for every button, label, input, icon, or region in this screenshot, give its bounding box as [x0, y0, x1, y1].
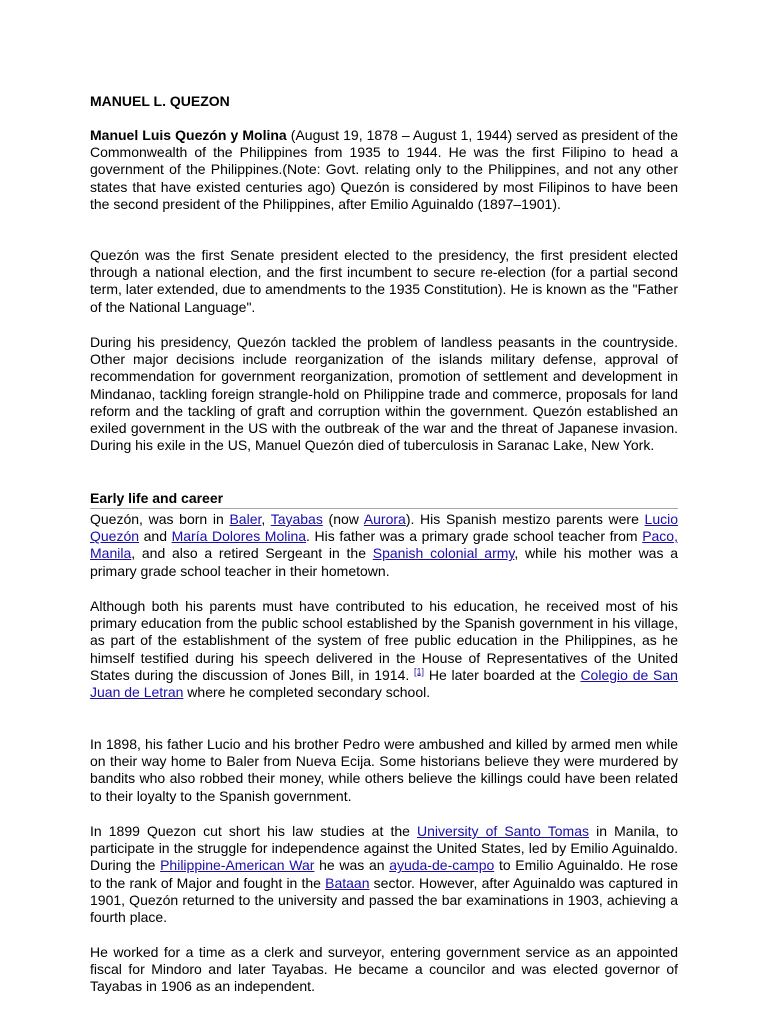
link-lucio-quezon[interactable]: Lucio Quezón [90, 511, 679, 545]
link-colegio-de-san-juan-de-letran[interactable]: Colegio de San Juan de Letran [90, 666, 678, 701]
link-tayabas[interactable]: Tayabas [270, 511, 323, 527]
text-run: ). His Spanish mestizo parents were [405, 511, 645, 527]
paragraph-1899 [90, 823, 678, 926]
presidency-text: Quezón was the first Senate president elected to the presidency, the first president elected through a national election, and the first incumbent to secure re-election (for a partial second term, later extended, due to amendments to the 1935 Constitution). He is known as the "Father of the National Language". [90, 247, 678, 315]
link-spanish-colonial-army[interactable]: Spanish colonial army [372, 545, 515, 562]
early-life-paragraph [90, 511, 678, 580]
link-paco-manila[interactable]: Paco, Manila [90, 528, 678, 562]
section-heading-early-life: Early life and career [90, 490, 224, 506]
text-run: where he completed secondary school. [183, 684, 431, 701]
paragraph-1898 [90, 736, 678, 805]
text-run: Quezón, was born in [90, 511, 230, 527]
text-run: and [139, 528, 172, 545]
text-run: He later boarded at the [424, 666, 581, 683]
document-title: MANUEL L. QUEZON [90, 93, 230, 109]
text-run: , while his mother was a primary grade school teacher in their hometown. [90, 545, 678, 579]
text-run: . His father was a primary grade school teacher from [306, 528, 643, 545]
text-run: , [261, 511, 271, 527]
decisions-text: During his presidency, Quezón tackled the problem of landless peasants in the countryside. Other major decisions include reorganization of the islands military defense, approval of recommendation for government reorganization, promotion of settlement and development in Mindanao, tackling foreign strangle-hold on Philippine trade and commerce, proposals for land reform and the tackling of graft and corruption within the government. Quezón established an exiled government in the US with the outbreak of the war and the threat of Japanese invasion. During his exile in the US, Manuel Quezón died of tuberculosis in Saranac Lake, New York. [90, 334, 678, 454]
link-baler[interactable]: Baler [229, 511, 262, 527]
text-1898: In 1898, his father Lucio and his brother Pedro were ambushed and killed by armed men while on their way home to Baler from Nueva Ecija. Some historians believe they were murdered by bandits who also robbed their money, while others believe the killings could have been related to their loyalty to the Spanish government. [90, 736, 678, 804]
section-divider [90, 508, 678, 509]
decisions-paragraph [90, 334, 678, 454]
subject-name: Manuel Luis Quezón y Molina [90, 127, 287, 143]
text-run: , and also a retired Sergeant in the [131, 545, 373, 562]
intro-paragraph [90, 127, 678, 213]
link-ayuda-de-campo[interactable]: ayuda-de-campo [389, 857, 495, 874]
link-maria-dolores-molina[interactable]: María Dolores Molina [171, 528, 307, 545]
career-paragraph [90, 944, 678, 996]
text-run: to Emilio Aguinaldo. He rose to the rank of Major and fought in the [90, 857, 679, 891]
link-bataan[interactable]: Bataan [325, 874, 370, 891]
education-paragraph [90, 598, 678, 701]
text-run: in Manila, to participate in the struggle for independence against the United States, led by Emilio Aguinaldo. During the [90, 823, 679, 874]
link-aurora[interactable]: Aurora [363, 511, 406, 527]
text-run: Although both his parents must have contributed to his education, he received most of his primary education from the public school established by the Spanish government in his village, as part of the establishment of the system of free public education in the Philippines, as he himself testified during his speech delivered in the House of Representatives of the United States during the discussion of Jones Bill, in 1914. [90, 598, 678, 683]
link-university-of-santo-tomas[interactable]: University of Santo Tomas [417, 823, 590, 839]
reference-link-1[interactable]: [1] [414, 666, 425, 677]
career-text: He worked for a time as a clerk and surveyor, entering government service as an appointed fiscal for Mindoro and later Tayabas. He became a councilor and was elected governor of Tayabas in 1906 as an independent. [90, 944, 678, 995]
link-philippine-american-war[interactable]: Philippine-American War [160, 857, 315, 874]
text-run: In 1899 Quezon cut short his law studies at the [90, 823, 418, 839]
text-run: sector. However, after Aguinaldo was captured in 1901, Quezón returned to the university and passed the bar examinations in 1903, achieving a fourth place. [90, 874, 678, 926]
presidency-paragraph [90, 247, 678, 316]
text-run: he was an [314, 857, 390, 874]
intro-text: (August 19, 1878 – August 1, 1944) served as president of the Commonwealth of the Philippines from 1935 to 1944. He was the first Filipino to head a government of the Philippines.(Note: Govt. relating only to the Philippines, and not any other states that have existed centuries ago) Quezón is considered by most Filipinos to have been the second president of the Philippines, after Emilio Aguinaldo (1897–1901). [90, 127, 679, 212]
text-run: (now [322, 511, 364, 527]
